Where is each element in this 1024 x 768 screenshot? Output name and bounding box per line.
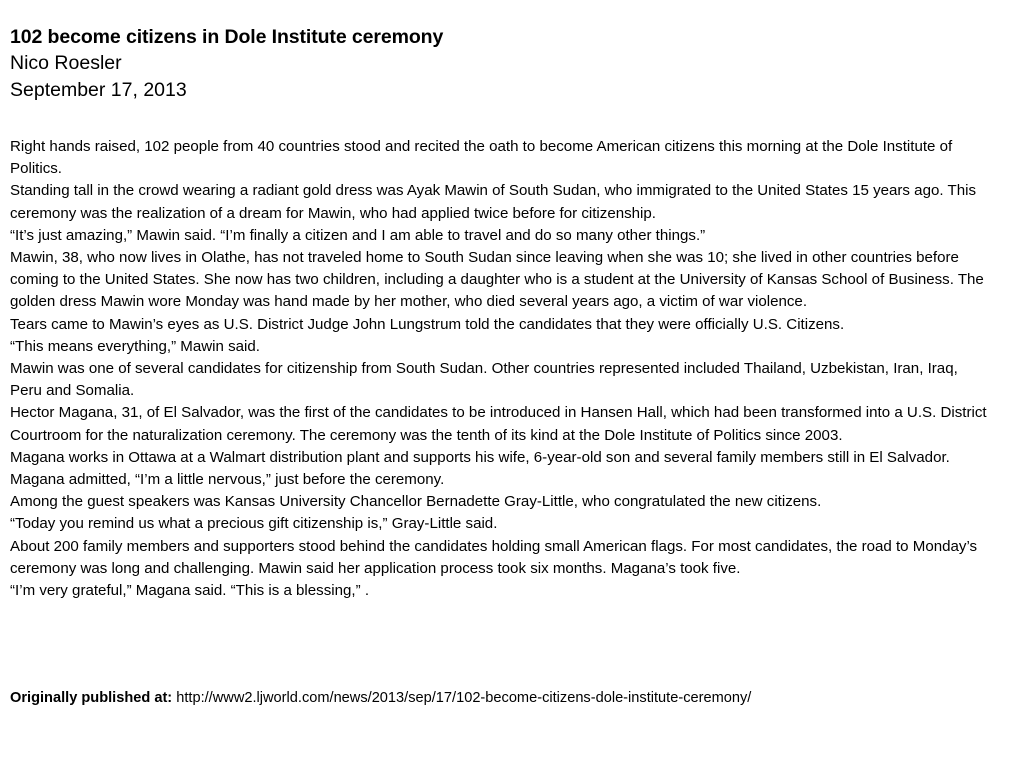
article-paragraph: Magana works in Ottawa at a Walmart distribution plant and supports his wife, 6-year-old son and several family members still in El Salvador. Magana admitted, “I’m a little nervous,” just before the ceremony. [10,448,950,489]
publication-date: September 17, 2013 [10,79,187,101]
article-paragraph: “It’s just amazing,” Mawin said. “I’m finally a citizen and I am able to travel and do so many other things.” [10,226,706,244]
article-paragraph: “This means everything,” Mawin said. [10,337,260,355]
article-paragraph: Hector Magana, 31, of El Salvador, was the first of the candidates to be introduced in Hansen Hall, which had been transformed into a U.S. District Courtroom for the naturalization ceremony. The ceremony was the tenth of its kind at the Dole Institute of Politics since 2003. [10,404,987,444]
article-paragraph: Mawin was one of several candidates for citizenship from South Sudan. Other countries represented included Thailand, Uzbekistan, Iran, Iraq, Peru and Somalia. [10,360,958,400]
article-paragraph: Standing tall in the crowd wearing a radiant gold dress was Ayak Mawin of South Sudan, who immigrated to the United States 15 years ago. This ceremony was the realization of a dream for Mawin, who had applied twice before for citizenship. [10,182,976,222]
article-paragraph: Mawin, 38, who now lives in Olathe, has not traveled home to South Sudan since leaving when she was 10; she lived in other countries before coming to the United States. She now has two children, including a daughter who is a student at the University of Kansas School of Business. The golden dress Mawin wore Monday was hand made by her mother, who died several years ago, a victim of war violence. [10,249,984,311]
article-paragraph: “I’m very grateful,” Magana said. “This is a blessing,” . [10,582,370,600]
article-body [10,136,992,602]
source-attribution-label: Originally published at: [10,690,173,706]
article-paragraph: About 200 family members and supporters stood behind the candidates holding small American flags. For most candidates, the road to Monday’s ceremony was long and challenging. Mawin said her application process took six months. Magana’s took five. [10,537,978,577]
article-paragraph: Right hands raised, 102 people from 40 countries stood and recited the oath to become American citizens this morning at the Dole Institute of Politics. [10,138,953,178]
document-header [10,24,1000,104]
article-paragraph: Among the guest speakers was Kansas University Chancellor Bernadette Gray-Little, who congratulated the new citizens. [10,493,822,511]
article-paragraph: “Today you remind us what a precious gift citizenship is,” Gray-Little said. [10,515,498,533]
source-attribution [10,688,1000,708]
author-name: Nico Roesler [10,52,122,74]
page-title: 102 become citizens in Dole Institute ceremony [10,26,444,48]
article-paragraph: Tears came to Mawin’s eyes as U.S. District Judge John Lungstrum told the candidates that they were officially U.S. Citizens. [10,315,845,333]
source-url: http://www2.ljworld.com/news/2013/sep/17/102-become-citizens-dole-institute-ceremony/ [176,690,752,706]
